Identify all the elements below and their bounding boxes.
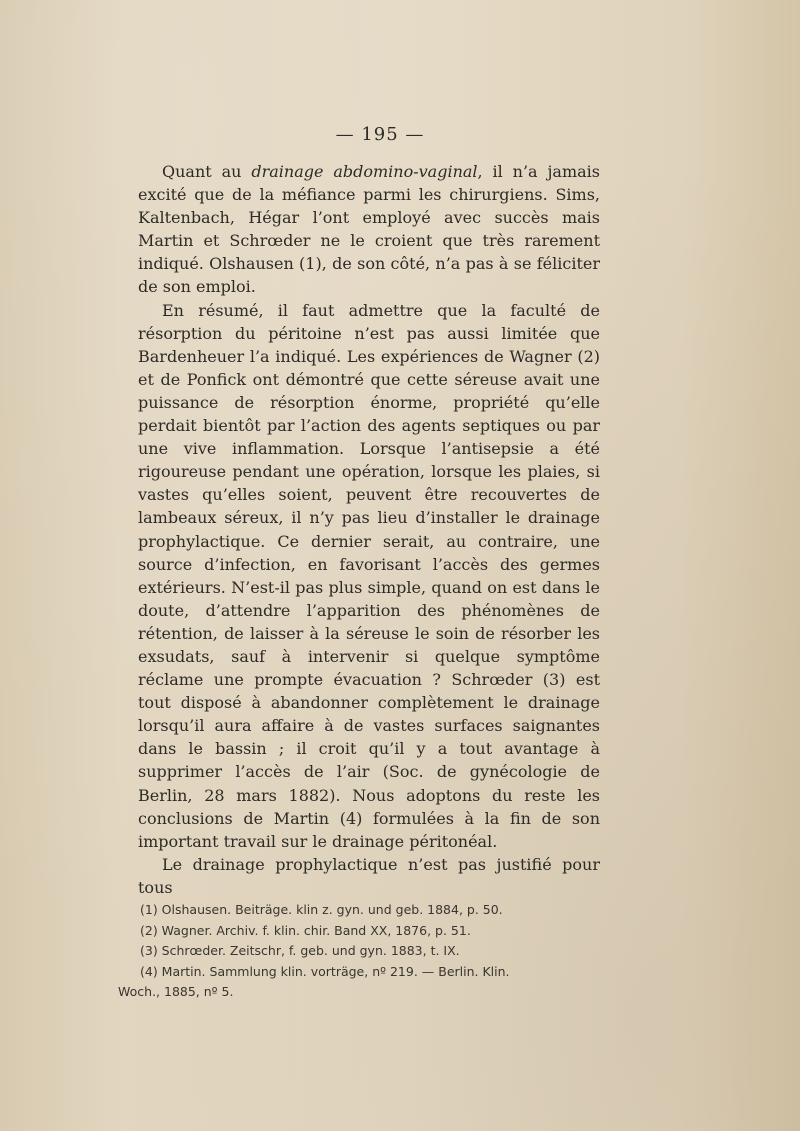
- paragraph-drainage-abdomino-vaginal: [138, 160, 600, 299]
- italic-term-drainage-abdomino-vaginal: drainage abdomino-vaginal: [251, 162, 478, 181]
- footnote-1: (1) Olshausen. Beiträge. klin z. gyn. und geb. 1884, p. 50.: [140, 902, 503, 917]
- page-number: — 195 —: [335, 124, 425, 145]
- main-text: [138, 160, 600, 899]
- paragraph-en-resume: En résumé, il faut admettre que la faculté de résorption du péritoine n’est pas aussi limitée que Bardenheuer l’a indiqué. Les expériences de Wagner (2) et de Ponfick ont démontré que cette séreuse avait une puissance de résorption énorme, propriété qu’elle perdait bientôt par l’action des agents septiques ou par une vive inflammation. Lorsque l’antisepsie a été rigoureuse pendant une opération, lorsque les plaies, si vastes qu’elles soient, peuvent être recouvertes de lambeaux séreux, il n’y pas lieu d’installer le drainage prophylactique. Ce dernier serait, au contraire, une source d’infection, en favorisant l’accès des germes extérieurs. N’est-il pas plus simple, quand on est dans le doute, d’attendre l’apparition des phénomènes de rétention, de laisser à la séreuse le soin de résorber les exsudats, sauf à intervenir si quelque symptôme réclame une prompte évacuation ? Schrœder (3) est tout disposé à abandonner complètement le drainage lorsqu’il aura affaire à de vastes surfaces saignantes dans le bassin ; il croit qu’il y a tout avantage à supprimer l’accès de l’air (Soc. de gynécologie de Berlin, 28 mars 1882). Nous adoptons du reste les conclusions de Martin (4) formulées à la fin de son important travail sur le drainage péritonéal.: [138, 300, 600, 851]
- footnote-4-continued: Woch., 1885, nº 5.: [118, 984, 234, 1000]
- paragraph-1-rest: , il n’a jamais excité que de la méfiance parmi les chirurgiens. Sims, Kaltenbach, Hégar l’ont employé avec succès mais Martin et Schrœder ne le croient que très rarement indiqué. Olshausen (1), de son côté, n’a pas à se féliciter de son emploi.: [138, 162, 601, 297]
- footnote-3: (3) Schrœder. Zeitschr, f. geb. und gyn. 1883, t. IX.: [140, 943, 460, 959]
- footnotes: [118, 900, 598, 1003]
- paragraph-1-start: Quant au: [162, 162, 252, 181]
- paragraph-drainage-prophylactique: Le drainage prophylactique n’est pas justifié pour tous: [138, 854, 600, 897]
- footnote-2: (2) Wagner. Archiv. f. klin. chir. Band XX, 1876, p. 51.: [140, 922, 471, 938]
- footnote-4: (4) Martin. Sammlung klin. vorträge, nº 219. — Berlin. Klin.: [140, 963, 510, 979]
